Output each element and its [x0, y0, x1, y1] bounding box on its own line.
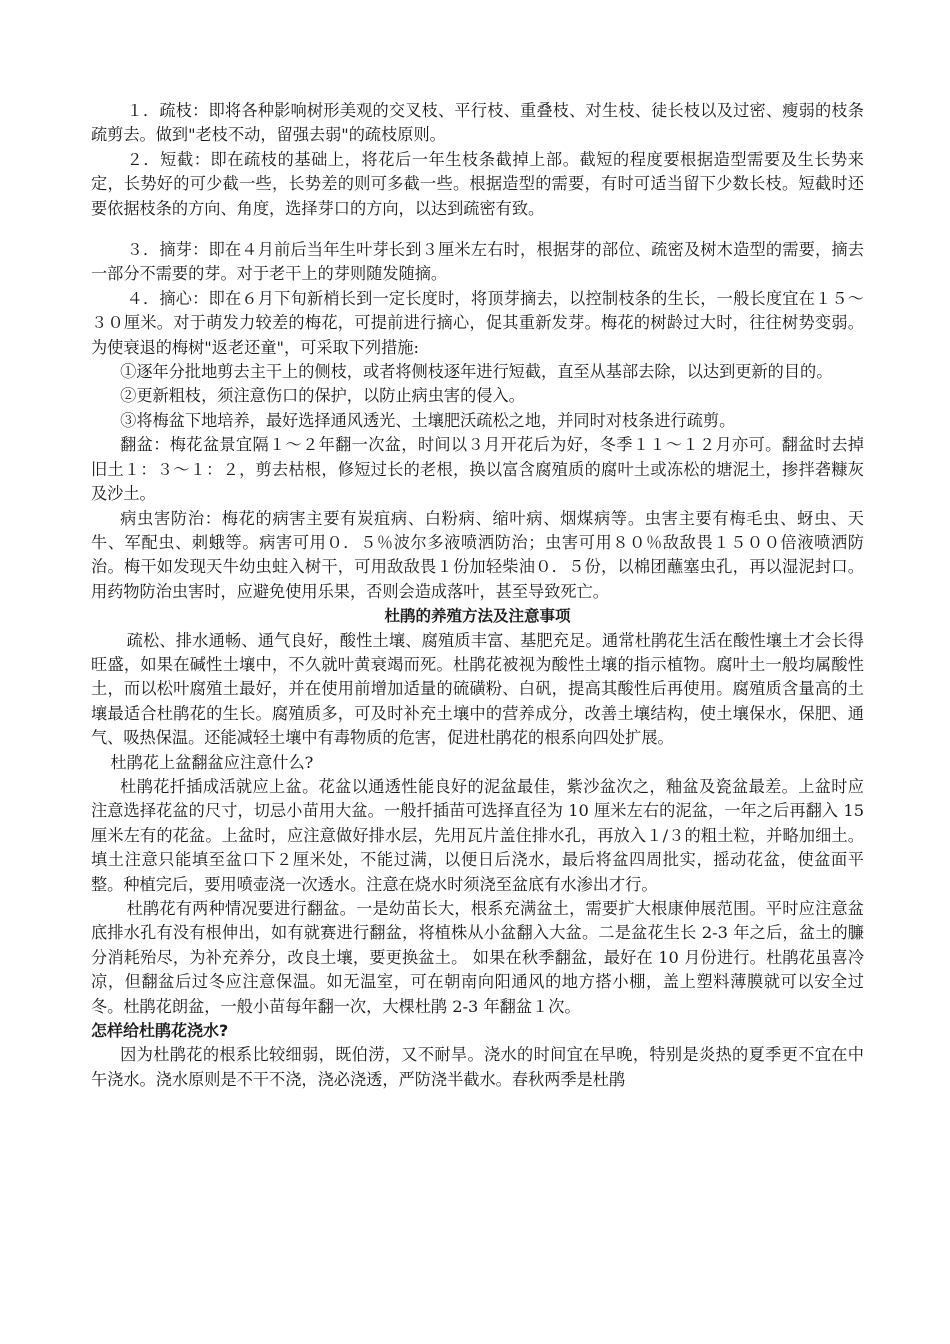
paragraph-azalea-question: 杜鹃花上盆翻盆应注意什么?: [110, 752, 314, 772]
section-title-watering: 怎样给杜鹃花浇水?: [91, 1021, 229, 1041]
paragraph-measure-1: ①逐年分批地剪去主干上的侧枝，或者将侧枝逐年进行短截，直至从基部去除，以达到更新的目的。: [120, 362, 833, 382]
paragraph-short-cut: ２．短截：即在疏枝的基础上，将花后一年生枝条截掉上部。截短的程度要根据造型需要及生长势来定，长势好的可少截一些，长势差的则可多截一些。根据造型的需要，有时可适当留下少数长枝。短截时还要依据枝条的方向、角度，选择芽口的方向，以达到疏密有致。: [91, 149, 864, 218]
paragraph-topping: ４．摘心：即在６月下旬新梢长到一定长度时，将顶芽摘去，以控制枝条的生长，一般长度宜在１５～３０厘米。对于萌发力较差的梅花，可提前进行摘心，促其重新发芽。梅花的树龄过大时，往往树势变弱。为使衰退的梅树"返老还童"，可采取下列措施:: [91, 288, 864, 357]
paragraph-azalea-watering: 因为杜鹃花的根系比较细弱，既伯涝，又不耐旱。浇水的时间宜在早晚，特别是炎热的夏季更不宜在中午浇水。浇水原则是不干不浇，浇必浇透，严防浇半截水。春秋两季是杜鹃: [91, 1045, 864, 1089]
paragraph-azalea-repotting: 杜鹃花有两种情况要进行翻盆。一是幼苗长大，根系充满盆土，需要扩大根康伸展范围。平时应注意盆底排水孔有没有根伸出，如有就赛进行翻盆，将植株从小盆翻入大盆。二是盆花生长 2-3 年之后，盆土的臁分消耗殆尽，为补充养分，改良土壤，要更换盆土。 如果在秋季翻盆，最好在 10 月份进行。杜鹃花虽喜冷凉，但翻盆后过冬应注意保温。如无温室，可在朝南向阳通风的地方搭小棚，盖上塑料薄膜就可以安全过冬。杜鹃花朗盆，一般小苗每年翻一次，大棵杜鹃 2-3 年翻盆１次。: [91, 899, 864, 1016]
paragraph-repotting: 翻盆：梅花盆景宜隔１～２年翻一次盆，时间以３月开花后为好，冬季１１～１２月亦可。翻盆时去掉旧土１：３～１：２，剪去枯根，修短过长的老根，换以富含腐殖质的腐叶土或冻松的塘泥土，掺拌砻糠灰及沙土。: [91, 435, 864, 504]
paragraph-measure-3: ③将梅盆下地培养，最好选择通风透光、土壤肥沃疏松之地，并同时对枝条进行疏剪。: [120, 410, 736, 430]
paragraph-measure-2: ②更新粗枝，须注意伤口的保护，以防止病虫害的侵入。: [120, 386, 525, 406]
paragraph-bud-picking: ３．摘芽：即在４月前后当年生叶芽长到３厘米左右时，根据芽的部位、疏密及树木造型的需要，摘去一部分不需要的芽。对于老干上的芽则随发随摘。: [91, 240, 864, 284]
paragraph-azalea-soil: 疏松、排水通畅、通气良好，酸性土壤、腐殖质丰富、基肥充足。通常杜鹃花生活在酸性壤土才会长得旺盛，如果在碱性土壤中，不久就叶黄衰竭而死。杜鹃花被视为酸性土壤的指示植物。腐叶土一般均属酸性土，而以松叶腐殖土最好，并在使用前增加适量的硫磺粉、白矾，提高其酸性后再使用。腐殖质含量高的土壤最适合杜鹃花的生长。腐殖质多，可及时补充土壤中的营养成分，改善土壤结构，使土壤保水，保肥、通气、吸热保温。还能减轻土壤中有毒物质的危害，促进杜鹃花的根系向四处扩展。: [91, 630, 864, 748]
section-title-azalea: 杜鹃的养殖方法及注意事项: [384, 607, 571, 626]
paragraph-azalea-potting: 杜鹃花扦插成活就应上盆。花盆以通透性能良好的泥盆最佳，紫沙盆次之，釉盆及瓷盆最差。上盆时应注意选择花盆的尺寸，切忌小苗用大盆。一般扦插苗可选择直径为 10 厘米左右的泥盆，一年之后再翻入 15 厘米左有的花盆。上盆时，应注意做好排水层，先用瓦片盖住排水孔，再放入１/３的粗土粒，并略加细土。填土注意只能填至盆口下２厘米处，不能过满，以便日后浇水，最后将盆四周批实，摇动花盆，使盆面平整。种植完后，要用喷壶浇一次透水。注意在烧水时须浇至盆底有水渗出才行。: [91, 776, 864, 894]
paragraph-pest-control: 病虫害防治：梅花的病害主要有炭疽病、白粉病、缩叶病、烟煤病等。虫害主要有梅毛虫、蚜虫、天牛、军配虫、刺蛾等。病害可用０．５％波尔多液喷洒防治；虫害可用８０％敌敌畏１５００倍液喷洒防治。梅干如发现天牛幼虫蛀入树干，可用敌敌畏１份加轻柴油０．５份，以棉团蘸塞虫孔，再以湿泥封口。用药物防治虫害时，应避免使用乐果，否则会造成落叶，甚至导致死亡。: [91, 508, 864, 601]
paragraph-pruning-thinning: １．疏枝：即将各种影响树形美观的交叉枝、平行枝、重叠枝、对生枝、徒长枝以及过密、瘦弱的枝条疏剪去。做到"老枝不动，留强去弱"的疏枝原则。: [91, 101, 864, 145]
